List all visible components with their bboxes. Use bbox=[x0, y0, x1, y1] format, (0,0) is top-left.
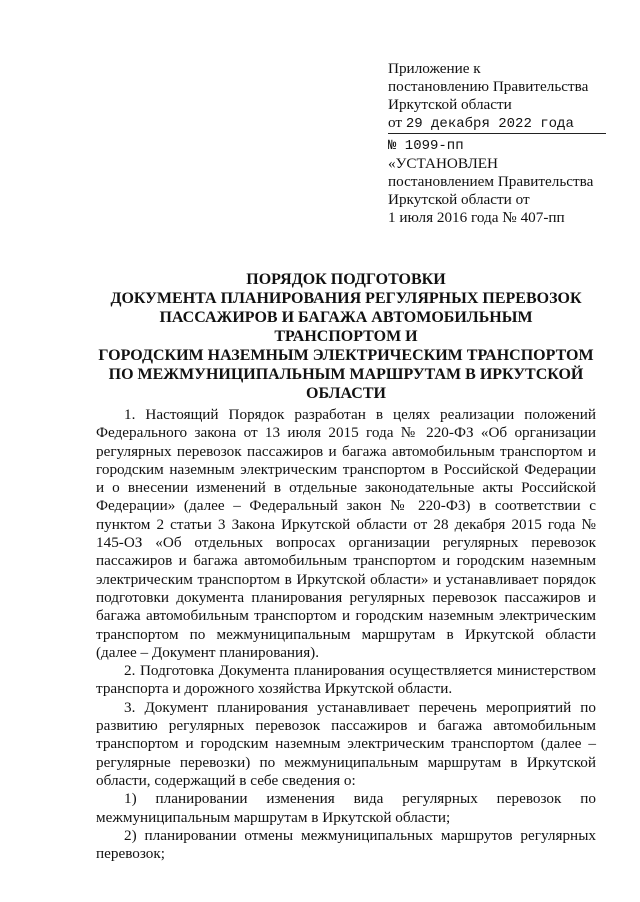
appendix-header bbox=[388, 60, 618, 227]
title-line-3: ПАССАЖИРОВ И БАГАЖА АВТОМОБИЛЬНЫМ ТРАНСПОРТОМ И bbox=[159, 309, 533, 345]
appendix-line-3: Иркутской области bbox=[388, 96, 512, 113]
paragraph-3-item-1: 1) планировании изменения вида регулярных перевозок по межмуниципальным маршрутам в Иркутской области; bbox=[96, 790, 596, 826]
paragraph-2: 2. Подготовка Документа планирования осуществляется министерством транспорта и дорожного хозяйства Иркутской области. bbox=[96, 662, 596, 698]
approved-line-2: постановлением Правительства bbox=[388, 173, 594, 190]
paragraph-3-item-2: 2) планировании отмены межмуниципальных маршрутов регулярных перевозок; bbox=[96, 826, 596, 863]
approved-line-4: 1 июля 2016 года № 407-пп bbox=[388, 209, 565, 226]
paragraph-1: 1. Настоящий Порядок разработан в целях реализации положений Федерального закона от 13 июля 2015 года № 220-ФЗ «Об организации регулярных перевозок пассажиров и багажа автомобильным транспортом и городским наземным электрическим транспортом в Российской Федерации и о внесении изменений в отдельные законодательные акты Российской Федерации» (далее – Федеральный закон № 220-ФЗ) в соответствии с пунктом 2 статьи 3 Закона Иркутской области от 28 декабря 2015 года № 145-ОЗ «Об отдельных вопросах организации регулярных перевозок пассажиров и багажа автомобильным транспортом и городским наземным электрическим транспортом в Иркутской области» и устанавливает порядок подготовки документа планирования регулярных перевозок пассажиров и багажа автомобильным транспортом и городским наземным электрическим транспортом по межмуниципальным маршрутам в Иркутской области (далее – Документ планирования). bbox=[96, 406, 596, 661]
approved-line-1: «УСТАНОВЛЕН bbox=[388, 155, 498, 172]
document-title bbox=[96, 270, 596, 403]
appendix-number-line bbox=[388, 136, 618, 155]
title-line-6: ОБЛАСТИ bbox=[306, 385, 386, 402]
paragraph-3: 3. Документ планирования устанавливает перечень мероприятий по развитию регулярных перевозок пассажиров и багажа автомобильным транспортом и городским наземным электрическим транспортом (далее – регулярные перевозки) по межмуниципальным маршрутам в Иркутской области, содержащий в себе сведения о: bbox=[96, 698, 596, 789]
appendix-line-1: Приложение к bbox=[388, 60, 481, 77]
title-line-1: ПОРЯДОК ПОДГОТОВКИ bbox=[246, 271, 446, 288]
appendix-line-2: постановлению Правительства bbox=[388, 78, 589, 95]
date-stamp: 29 декабря 2022 года bbox=[405, 116, 574, 132]
approved-line-3: Иркутской области от bbox=[388, 191, 530, 208]
title-line-2: ДОКУМЕНТА ПЛАНИРОВАНИЯ РЕГУЛЯРНЫХ ПЕРЕВОЗОК bbox=[110, 290, 582, 307]
appendix-date-line bbox=[388, 114, 606, 134]
number-stamp: № 1099-пп bbox=[388, 138, 464, 154]
date-prefix: от bbox=[388, 114, 403, 131]
title-line-4: ГОРОДСКИМ НАЗЕМНЫМ ЭЛЕКТРИЧЕСКИМ ТРАНСПОРТОМ bbox=[98, 347, 594, 364]
document-body bbox=[96, 406, 596, 863]
title-line-5: ПО МЕЖМУНИЦИПАЛЬНЫМ МАРШРУТАМ В ИРКУТСКОЙ bbox=[108, 366, 584, 383]
